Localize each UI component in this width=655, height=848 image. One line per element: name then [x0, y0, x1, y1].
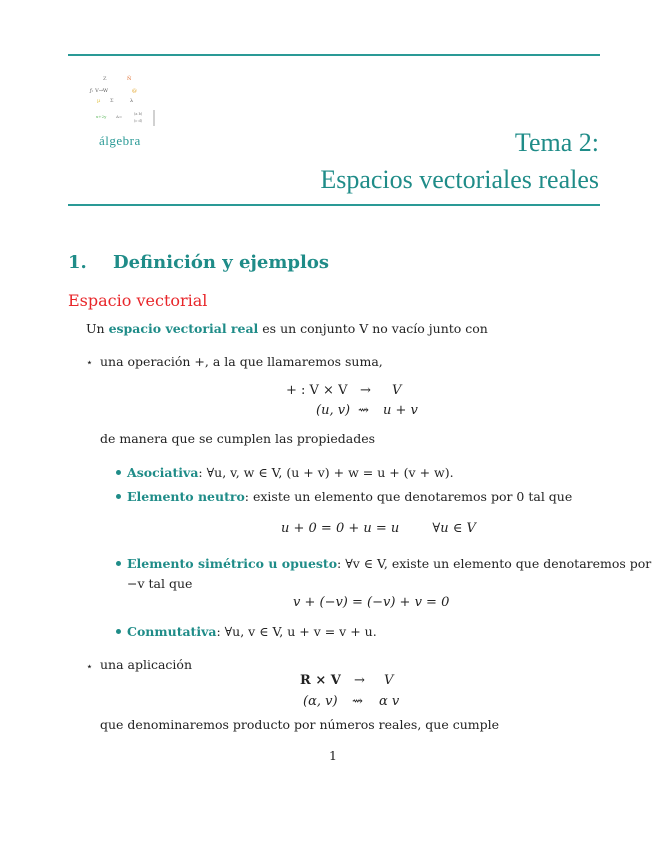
svg-text:Ñ: Ñ	[127, 76, 132, 82]
svg-text:@: @	[132, 88, 137, 94]
prop1-text: : ∀u, v, w ∈ V, (u + v) + w = u + (v + w).	[198, 465, 454, 480]
prop3-label: Elemento simétrico u opuesto	[127, 556, 338, 571]
map2-row1-a: R × V	[300, 673, 341, 688]
item1-text: una operación +, a la que llamaremos suma,	[100, 354, 383, 369]
prop2-text: : existe un elemento que denotaremos por 0 tal que	[244, 489, 573, 504]
intro-paragraph	[86, 321, 488, 336]
map2-row2-b: α v	[379, 694, 400, 709]
star-bullet-2: ⋆	[86, 660, 93, 673]
props-intro: de manera que se cumplen las propiedades	[100, 431, 376, 446]
prop4-text: : ∀u, v ∈ V, u + v = v + u.	[216, 624, 377, 639]
svg-text:ƒ: V→W: ƒ: V→W	[90, 88, 109, 94]
svg-text:Z: Z	[103, 76, 107, 82]
logo-text: álgebra	[99, 133, 141, 148]
prop2-equation: u + 0 = 0 + u = u ∀u ∈ V	[281, 521, 476, 536]
prop2	[127, 489, 572, 504]
bullet-prop4	[116, 629, 121, 634]
map1-row1-a: + : V × V	[286, 383, 348, 398]
intro-pre: Un	[86, 321, 109, 336]
map1-row2-arrow: ⇝	[358, 403, 369, 418]
prop3-continuation: −v tal que	[127, 576, 193, 591]
svg-text:λ: λ	[130, 98, 134, 104]
prop3	[127, 556, 651, 571]
bullet-prop2	[116, 494, 121, 499]
prop3-equation: v + (−v) = (−v) + v = 0	[293, 595, 450, 610]
svg-text:(a b): (a b)	[134, 112, 143, 116]
svg-text:x+2y: x+2y	[96, 114, 107, 119]
prop4	[127, 624, 377, 639]
bullet-prop3	[116, 561, 121, 566]
map2-row1-b: V	[384, 673, 394, 688]
intro-term: espacio vectorial real	[108, 321, 259, 336]
prop1-label: Asociativa	[127, 465, 199, 480]
closing-text: que denominaremos producto por números reales, que cumple	[100, 717, 499, 732]
prop2-label: Elemento neutro	[127, 489, 245, 504]
prop1	[127, 465, 454, 480]
bullet-prop1	[116, 470, 121, 475]
subsection-title: Espacio vectorial	[68, 291, 208, 310]
map1-row2-b: u + v	[383, 403, 418, 418]
svg-text:µ: µ	[97, 98, 101, 104]
header-bottom-rule	[68, 204, 600, 206]
map1-row1-b: V	[392, 383, 402, 398]
svg-text:A=: A=	[116, 114, 123, 119]
page-title-line1: Tema 2:	[514, 128, 599, 157]
top-rule	[68, 54, 600, 56]
item2-text: una aplicación	[100, 657, 193, 672]
section-title: Definición y ejemplos	[113, 252, 329, 273]
prop3-text: : ∀v ∈ V, existe un elemento que denotaremos por	[337, 556, 652, 571]
map2-row2-arrow: ⇝	[352, 694, 363, 709]
page-number: 1	[329, 748, 337, 763]
star-bullet-1: ⋆	[86, 356, 93, 369]
map1-row1-arrow: →	[360, 383, 371, 398]
map1-row2-a: (u, v)	[316, 403, 351, 418]
page-title-line2: Espacios vectoriales reales	[320, 165, 599, 194]
map2-row1-arrow: →	[354, 673, 365, 688]
intro-post: es un conjunto V no vacío junto con	[258, 321, 488, 336]
svg-text:(c d): (c d)	[134, 119, 143, 123]
prop4-label: Conmutativa	[127, 624, 217, 639]
svg-text:Σ: Σ	[110, 98, 114, 104]
section-number: 1.	[68, 252, 87, 273]
map2-row2-a: (α, v)	[303, 694, 338, 709]
